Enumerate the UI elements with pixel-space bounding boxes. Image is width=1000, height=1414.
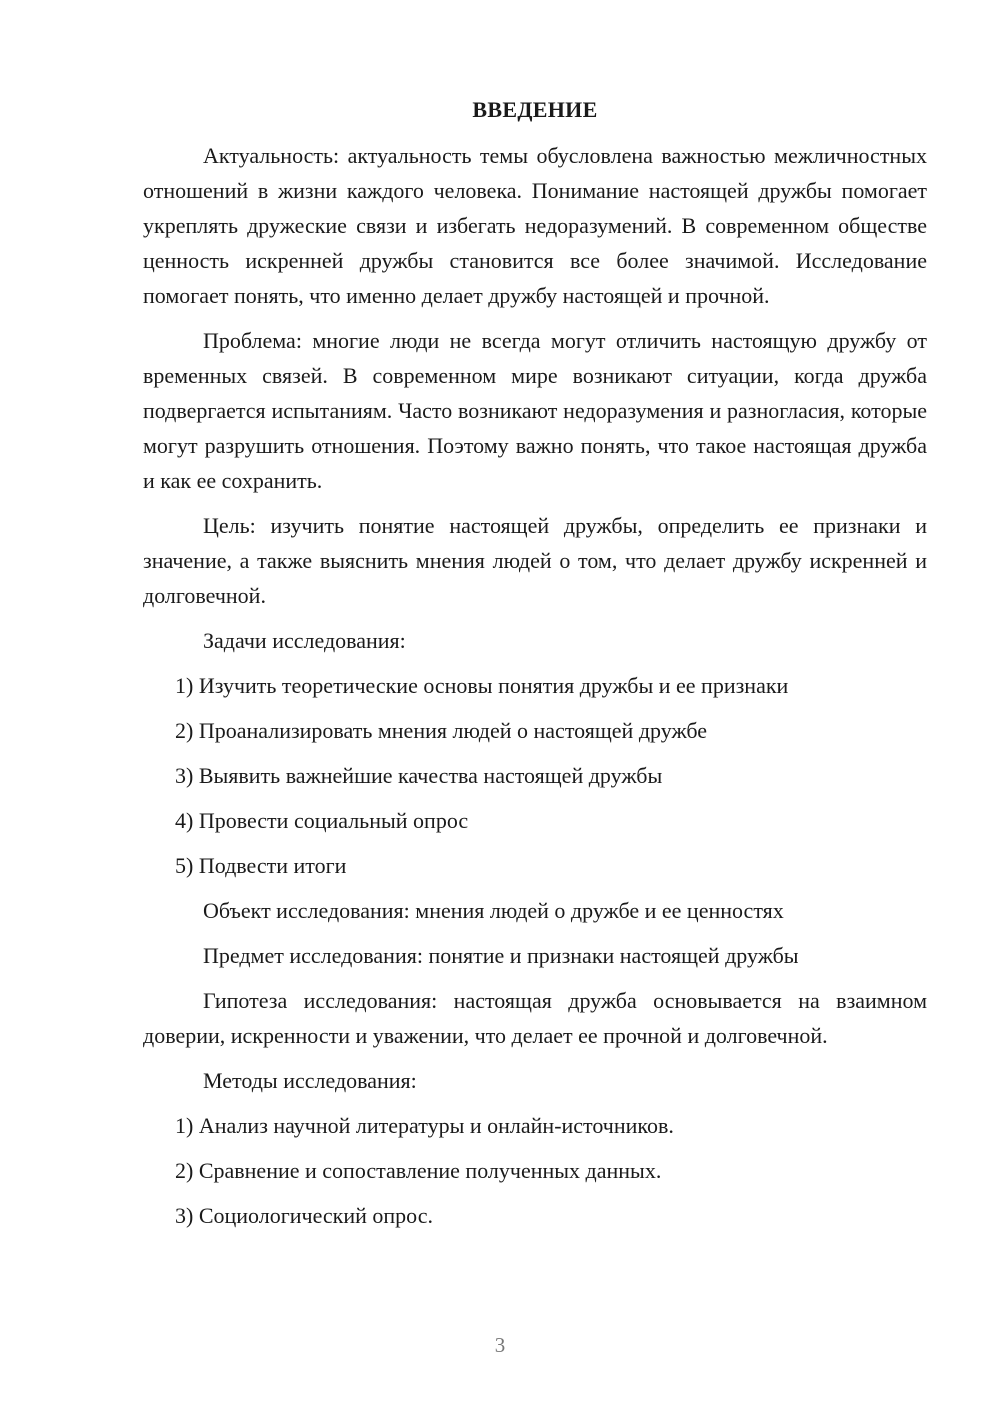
method-item-3: 3) Социологический опрос. [175, 1203, 433, 1228]
method-item-2: 2) Сравнение и сопоставление полученных данных. [175, 1158, 662, 1183]
goal-paragraph: Цель: изучить понятие настоящей дружбы, определить ее признаки и значение, а также выяснить мнения людей о том, что делает дружбу искренней и долговечной. [143, 513, 927, 608]
task-item-4: 4) Провести социальный опрос [175, 808, 469, 833]
document-page [143, 92, 927, 1243]
task-item-3: 3) Выявить важнейшие качества настоящей дружбы [175, 763, 663, 788]
research-object: Объект исследования: мнения людей о дружбе и ее ценностях [203, 898, 784, 923]
task-item-1: 1) Изучить теоретические основы понятия дружбы и ее признаки [175, 673, 789, 698]
methods-heading: Методы исследования: [203, 1068, 417, 1093]
hypothesis-paragraph: Гипотеза исследования: настоящая дружба основывается на взаимном доверии, искренности и уважении, что делает ее прочной и долговечной. [143, 988, 927, 1048]
page-number: 3 [494, 1333, 506, 1357]
task-item-2: 2) Проанализировать мнения людей о настоящей дружбе [175, 718, 708, 743]
research-subject: Предмет исследования: понятие и признаки настоящей дружбы [203, 943, 799, 968]
section-title: ВВЕДЕНИЕ [472, 97, 598, 122]
relevance-paragraph: Актуальность: актуальность темы обусловлена важностью межличностных отношений в жизни каждого человека. Понимание настоящей дружбы помогает укреплять дружеские связи и избегать недоразумений. В современном обществе ценность искренней дружбы становится все более значимой. Исследование помогает понять, что именно делает дружбу настоящей и прочной. [143, 143, 927, 308]
method-item-1: 1) Анализ научной литературы и онлайн-источников. [175, 1113, 674, 1138]
tasks-heading: Задачи исследования: [203, 628, 406, 653]
task-item-5: 5) Подвести итоги [175, 853, 347, 878]
problem-paragraph: Проблема: многие люди не всегда могут отличить настоящую дружбу от временных связей. В современном мире возникают ситуации, когда дружба подвергается испытаниям. Часто возникают недоразумения и разногласия, которые могут разрушить отношения. Поэтому важно понять, что такое настоящая дружба и как ее сохранить. [143, 328, 927, 493]
